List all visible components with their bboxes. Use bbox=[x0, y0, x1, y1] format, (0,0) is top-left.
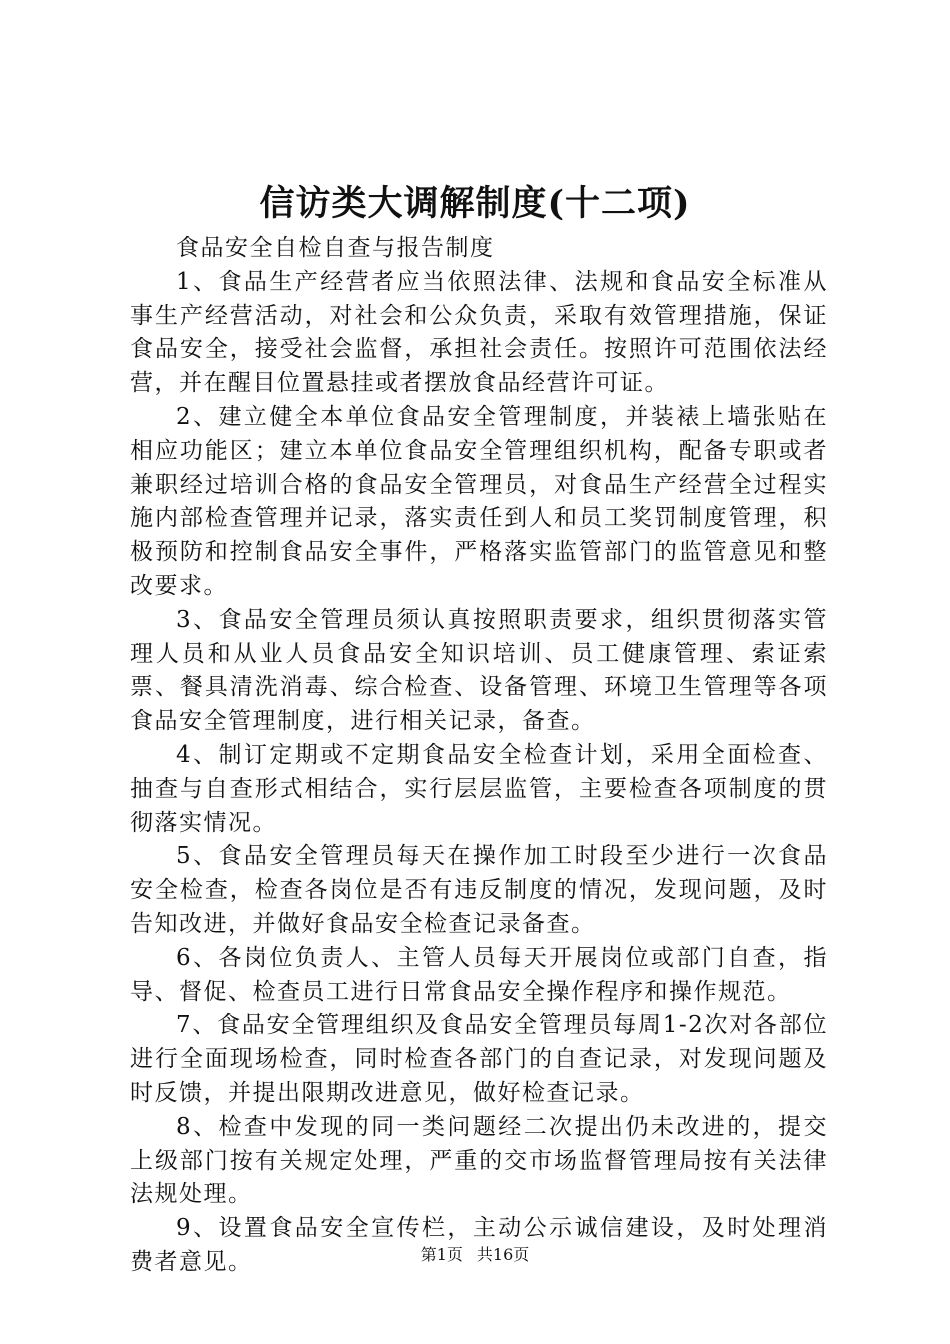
paragraph-8: 8、检查中发现的同一类问题经二次提出仍未改进的，提交上级部门按有关规定处理，严重的交市场监督管理局按有关法律法规处理。 bbox=[130, 1113, 828, 1208]
document-body bbox=[130, 232, 828, 1280]
paragraph-6: 6、各岗位负责人、主管人员每天开展岗位或部门自查，指导、督促、检查员工进行日常食品安全操作程序和操作规范。 bbox=[130, 944, 828, 1005]
document-title: 信访类大调解制度(十二项) bbox=[259, 183, 691, 224]
section-heading: 食品安全自检自查与报告制度 bbox=[176, 235, 495, 261]
page-number: 第1页 bbox=[420, 1245, 463, 1264]
paragraph-5: 5、食品安全管理员每天在操作加工时段至少进行一次食品安全检查，检查各岗位是否有违反制度的情况，发现问题，及时告知改进，并做好食品安全检查记录备查。 bbox=[130, 843, 828, 937]
page-footer bbox=[0, 1244, 950, 1266]
paragraph-9: 9、设置食品安全宣传栏，主动公示诚信建设，及时处理消费者意见。 bbox=[130, 1215, 828, 1275]
paragraph-2: 2、建立健全本单位食品安全管理制度，并装裱上墙张贴在相应功能区；建立本单位食品安全管理组织机构，配备专职或者兼职经过培训合格的食品安全管理员，对食品生产经营全过程实施内部检查管理并记录，落实责任到人和员工奖罚制度管理，积极预防和控制食品安全事件，严格落实监管部门的监管意见和整改要求。 bbox=[130, 403, 828, 599]
paragraph-3: 3、食品安全管理员须认真按照职责要求，组织贯彻落实管理人员和从业人员食品安全知识培训、员工健康管理、索证索票、餐具清洗消毒、综合检查、设备管理、环境卫生管理等各项食品安全管理制度，进行相关记录，备查。 bbox=[130, 606, 828, 735]
paragraph-4: 4、制订定期或不定期食品安全检查计划，采用全面检查、抽查与自查形式相结合，实行层层监管，主要检查各项制度的贯彻落实情况。 bbox=[130, 741, 828, 836]
paragraph-7: 7、食品安全管理组织及食品安全管理员每周1-2次对各部位进行全面现场检查，同时检查各部门的自查记录，对发现问题及时反馈，并提出限期改进意见，做好检查记录。 bbox=[130, 1012, 828, 1106]
page-total: 共16页 bbox=[476, 1245, 530, 1264]
paragraph-1: 1、食品生产经营者应当依照法律、法规和食品安全标准从事生产经营活动，对社会和公众负责，采取有效管理措施，保证食品安全，接受社会监督，承担社会责任。按照许可范围依法经营，并在醒目位置悬挂或者摆放食品经营许可证。 bbox=[130, 268, 828, 397]
